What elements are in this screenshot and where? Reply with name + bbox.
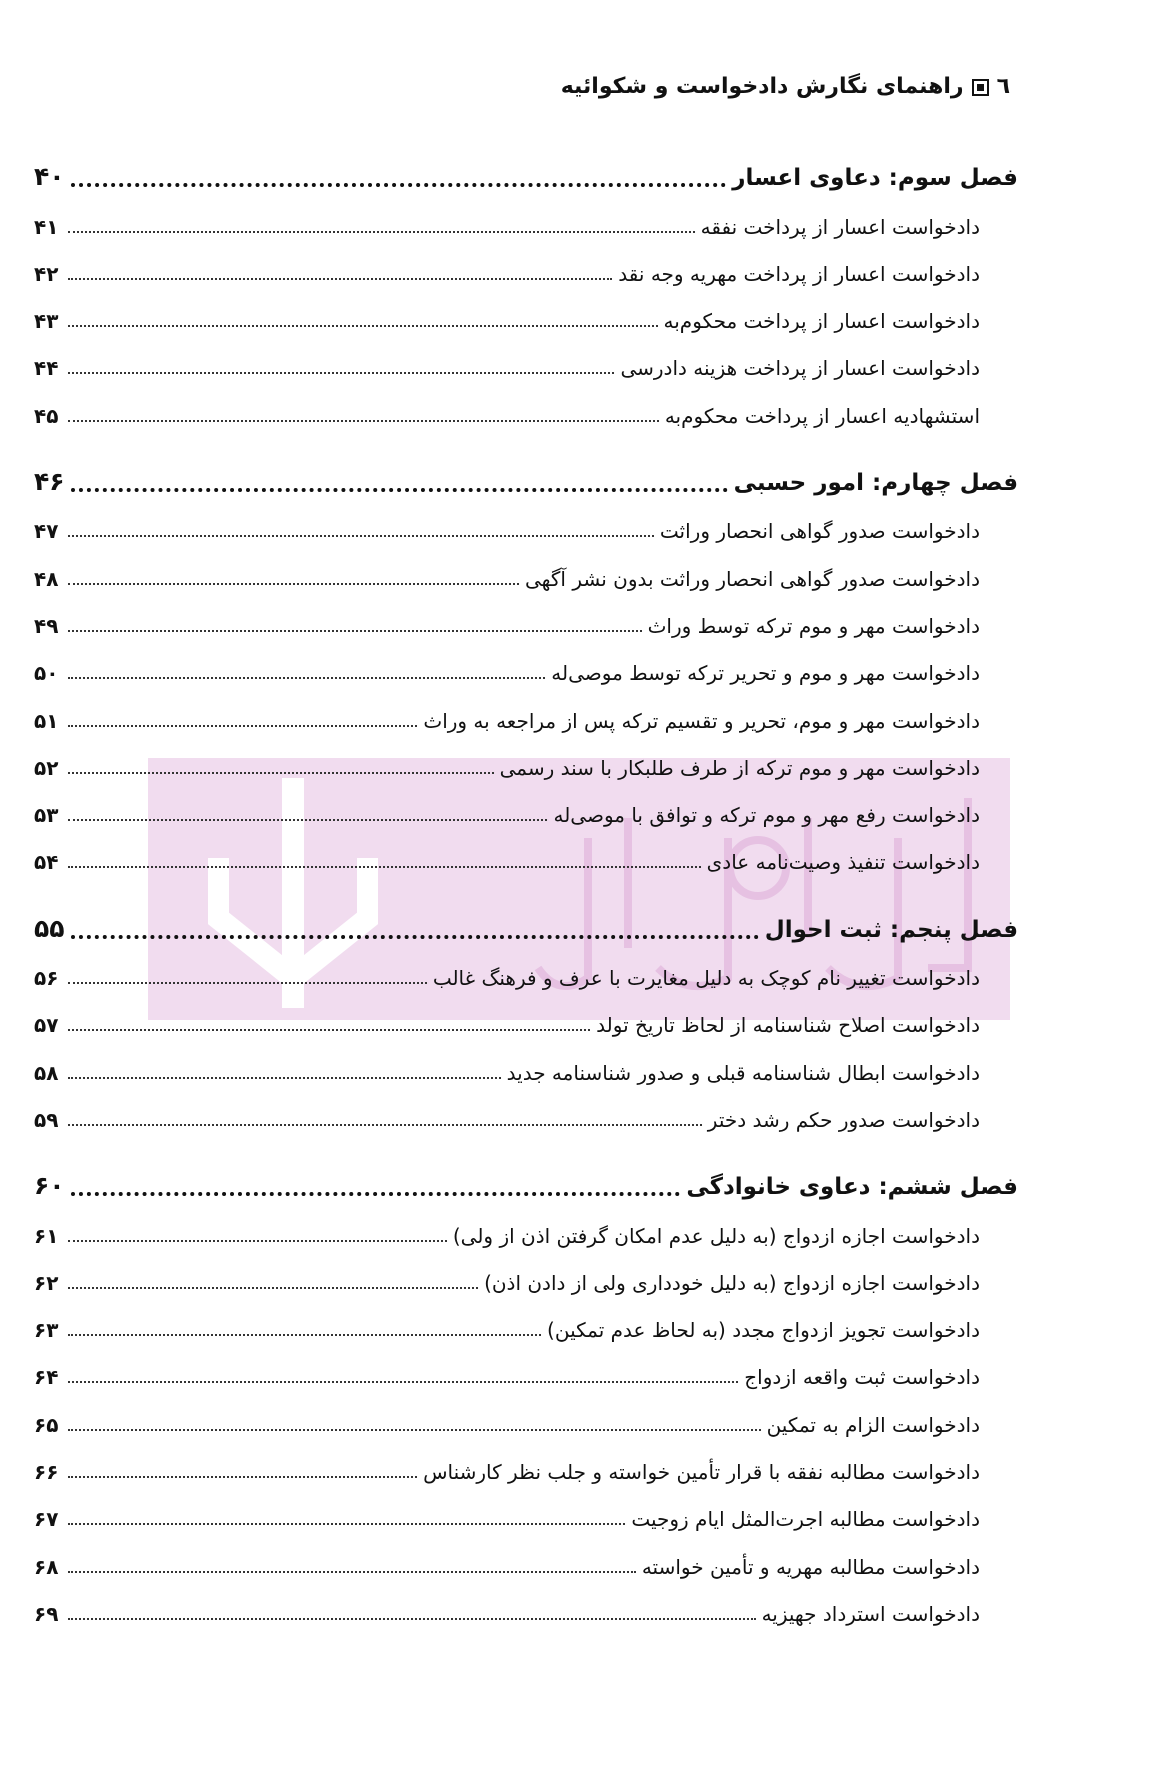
dot-leader: [68, 1124, 702, 1126]
dot-leader: [68, 535, 654, 537]
entry-page-number: ۵۸: [34, 1060, 59, 1085]
entry-title: دادخواست مهر و موم و تحریر ترکه توسط موصی‌له: [551, 661, 980, 686]
entry-page-number: ۵۷: [34, 1013, 59, 1038]
book-title: راهنمای نگارش دادخواست و شکوائیه: [560, 74, 964, 99]
chapter-title: فصل ششم: دعاوی خانوادگی: [686, 1174, 1018, 1201]
chapter-page-number: ۶۰: [34, 1171, 65, 1201]
dot-leader: [68, 725, 417, 727]
entry-title: دادخواست اجازه ازدواج (به دلیل عدم امکان گرفتن اذن از ولی): [452, 1223, 980, 1248]
entry-page-number: ۶۹: [34, 1601, 59, 1626]
entry-title: دادخواست تنفیذ وصیت‌نامه عادی: [706, 850, 980, 875]
entry-title: دادخواست اعسار از پرداخت محکوم‌به: [663, 309, 980, 334]
entry-title: دادخواست صدور حکم رشد دختر: [707, 1107, 980, 1132]
toc-entry[interactable]: [34, 1043, 1018, 1090]
dot-leader: [68, 866, 701, 868]
dot-leader: [68, 772, 494, 774]
page-number: ٦: [996, 74, 1010, 99]
toc-entry[interactable]: [34, 949, 1018, 996]
entry-page-number: ۶۳: [34, 1318, 59, 1343]
entry-title: دادخواست مهر و موم ترکه توسط وراث: [647, 613, 980, 638]
dot-leader: [68, 278, 612, 280]
page-header: [561, 74, 1010, 99]
entry-title: دادخواست تغییر نام کوچک به دلیل مغایرت با عرف و فرهنگ غالب: [432, 966, 980, 991]
toc-entry[interactable]: [34, 1537, 1018, 1584]
entry-title: دادخواست الزام به تمکین: [766, 1412, 980, 1437]
toc-entry[interactable]: [34, 833, 1018, 880]
entry-page-number: ۶۷: [34, 1507, 59, 1532]
chapter-title: فصل سوم: دعاوی اعسار: [732, 165, 1018, 192]
entry-title: دادخواست اعسار از پرداخت نفقه: [700, 214, 980, 239]
toc-entry[interactable]: [34, 996, 1018, 1043]
entry-page-number: ۴۵: [34, 403, 59, 428]
dot-leader: [68, 819, 547, 821]
entry-page-number: ۵۱: [34, 708, 59, 733]
toc-entry[interactable]: [34, 502, 1018, 549]
dot-leader: [71, 1192, 681, 1196]
dot-leader: [68, 1240, 447, 1242]
entry-title: دادخواست مطالبه اجرت‌المثل ایام زوجیت: [631, 1507, 980, 1532]
entry-page-number: ۵۲: [34, 755, 59, 780]
entry-page-number: ۶۸: [34, 1554, 59, 1579]
dot-leader: [68, 1029, 590, 1031]
toc-entry[interactable]: [34, 1254, 1018, 1301]
chapter-title: فصل چهارم: امور حسبی: [733, 470, 1018, 497]
dot-leader: [68, 677, 545, 679]
chapter-page-number: ۴۶: [34, 467, 65, 497]
toc-entry[interactable]: [34, 1348, 1018, 1395]
dot-leader: [68, 982, 427, 984]
toc-entry[interactable]: [34, 1490, 1018, 1537]
toc-entry[interactable]: [34, 1443, 1018, 1490]
chapter-heading[interactable]: [34, 901, 1018, 948]
entry-page-number: ۴۸: [34, 566, 59, 591]
dot-leader: [68, 1571, 636, 1573]
entry-page-number: ۵۶: [34, 966, 59, 991]
entry-title: دادخواست ثبت واقعه ازدواج: [744, 1365, 980, 1390]
dot-leader: [68, 420, 659, 422]
dot-leader: [68, 1523, 625, 1525]
toc-entry[interactable]: [34, 1091, 1018, 1138]
dot-leader: [68, 1476, 417, 1478]
toc-entry[interactable]: [34, 386, 1018, 433]
entry-page-number: ۶۲: [34, 1270, 59, 1295]
entry-page-number: ۴۳: [34, 309, 59, 334]
chapter-heading[interactable]: [34, 150, 1018, 197]
toc-entry[interactable]: [34, 1585, 1018, 1632]
entry-title: دادخواست اصلاح شناسنامه از لحاظ تاریخ تولد: [596, 1013, 980, 1038]
entry-title: دادخواست مهر و موم، تحریر و تقسیم ترکه پس از مراجعه به وراث: [423, 708, 980, 733]
entry-title: دادخواست اجازه ازدواج (به دلیل خودداری ولی از دادن اذن): [484, 1270, 980, 1295]
entry-page-number: ۴۷: [34, 519, 59, 544]
chapter-title: فصل پنجم: ثبت احوال: [764, 916, 1018, 943]
toc-entry[interactable]: [34, 739, 1018, 786]
entry-title: استشهادیه اعسار از پرداخت محکوم‌به: [664, 403, 980, 428]
chapter-heading[interactable]: [34, 455, 1018, 502]
dot-leader: [68, 1381, 738, 1383]
chapter-page-number: ۴۰: [34, 162, 65, 192]
entry-page-number: ۴۲: [34, 261, 59, 286]
dot-leader: [68, 1287, 478, 1289]
entry-page-number: ۶۱: [34, 1223, 59, 1248]
toc-entry[interactable]: [34, 691, 1018, 738]
entry-title: دادخواست رفع مهر و موم ترکه و توافق با موصی‌له: [553, 803, 980, 828]
toc-entry[interactable]: [34, 786, 1018, 833]
entry-page-number: ۴۴: [34, 356, 59, 381]
dot-leader: [71, 935, 759, 939]
toc-entry[interactable]: [34, 1301, 1018, 1348]
toc-entry[interactable]: [34, 245, 1018, 292]
entry-title: دادخواست مطالبه نفقه با قرار تأمین خواسته و جلب نظر کارشناس: [423, 1460, 980, 1485]
toc-entry[interactable]: [34, 339, 1018, 386]
chapter-heading[interactable]: [34, 1159, 1018, 1206]
dot-leader: [68, 1618, 756, 1620]
toc-entry[interactable]: [34, 597, 1018, 644]
dot-leader: [68, 1429, 761, 1431]
entry-page-number: ۶۴: [34, 1365, 59, 1390]
entry-title: دادخواست اعسار از پرداخت هزینه دادرسی: [620, 356, 980, 381]
entry-title: دادخواست اعسار از پرداخت مهریه وجه نقد: [618, 261, 980, 286]
dot-leader: [68, 1077, 501, 1079]
dot-leader: [68, 630, 642, 632]
entry-title: دادخواست مطالبه مهریه و تأمین خواسته: [641, 1554, 980, 1579]
toc-entry[interactable]: [34, 644, 1018, 691]
dot-leader: [68, 231, 695, 233]
square-bullet-icon: [972, 79, 989, 96]
entry-page-number: ۴۱: [34, 214, 59, 239]
dot-leader: [71, 488, 728, 492]
chapter-page-number: ۵۵: [34, 913, 65, 943]
entry-page-number: ۶۵: [34, 1412, 59, 1437]
toc-entry[interactable]: [34, 1206, 1018, 1253]
entry-page-number: ۵۹: [34, 1107, 59, 1132]
entry-title: دادخواست تجویز ازدواج مجدد (به لحاظ عدم تمکین): [547, 1318, 980, 1343]
entry-page-number: ۶۶: [34, 1460, 59, 1485]
dot-leader: [68, 372, 614, 374]
entry-title: دادخواست مهر و موم ترکه از طرف طلبکار با سند رسمی: [499, 755, 980, 780]
dot-leader: [68, 583, 519, 585]
entry-page-number: ۵۰: [34, 661, 59, 686]
entry-title: دادخواست استرداد جهیزیه: [761, 1601, 980, 1626]
toc-entry[interactable]: [34, 549, 1018, 596]
toc-entry[interactable]: [34, 197, 1018, 244]
entry-page-number: ۵۳: [34, 803, 59, 828]
dot-leader: [68, 1334, 541, 1336]
entry-title: دادخواست ابطال شناسنامه قبلی و صدور شناسنامه جدید: [506, 1060, 980, 1085]
dot-leader: [71, 183, 727, 187]
toc-entry[interactable]: [34, 292, 1018, 339]
entry-title: دادخواست صدور گواهی انحصار وراثت بدون نشر آگهی: [525, 566, 980, 591]
toc-entry[interactable]: [34, 1395, 1018, 1442]
entry-title: دادخواست صدور گواهی انحصار وراثت: [659, 519, 980, 544]
table-of-contents: [34, 150, 1018, 1632]
entry-page-number: ۴۹: [34, 613, 59, 638]
entry-page-number: ۵۴: [34, 850, 59, 875]
dot-leader: [68, 325, 658, 327]
